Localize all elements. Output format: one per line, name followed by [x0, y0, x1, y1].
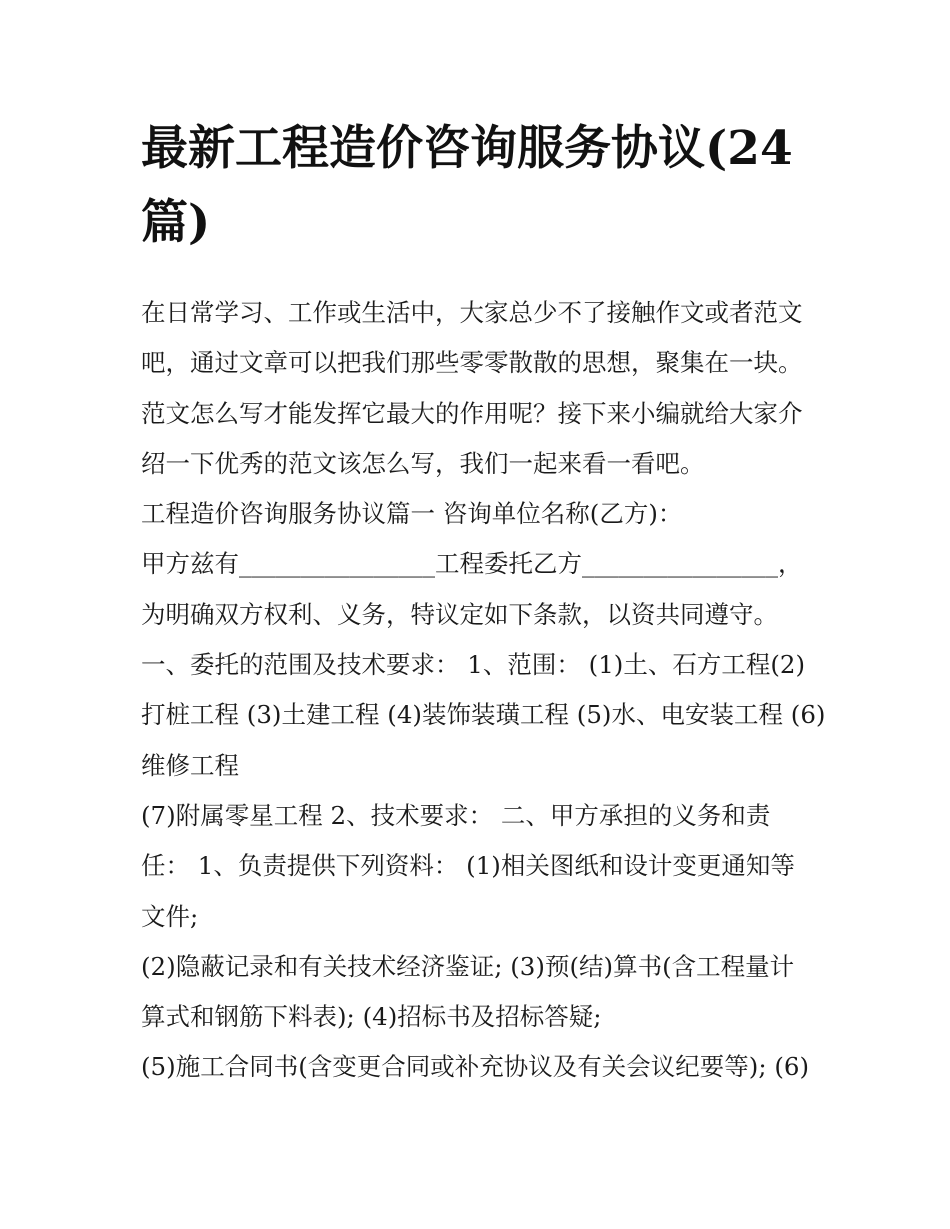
body-line: 一、委托的范围及技术要求： 1、范围： (1)土、石方工程(2) [141, 650, 806, 680]
body-line: 打桩工程 (3)土建工程 (4)装饰装璜工程 (5)水、电安装工程 (6) [141, 700, 826, 730]
document-body [141, 288, 826, 1093]
document-page [141, 112, 826, 1093]
body-line: 范文怎么写才能发挥它最大的作用呢？接下来小编就给大家介 [141, 398, 803, 428]
body-line: 工程造价咨询服务协议篇一 咨询单位名称(乙方)： [141, 499, 683, 529]
body-line: 算式和钢筋下料表); (4)招标书及招标答疑; [141, 1002, 602, 1032]
body-line: (2)隐蔽记录和有关技术经济鉴证; (3)预(结)算书(含工程量计 [141, 951, 795, 981]
body-line: 维修工程 [141, 750, 239, 780]
title-line-2: 篇) [141, 195, 211, 250]
body-line: (5)施工合同书(含变更合同或补充协议及有关会议纪要等); (6) [141, 1052, 810, 1082]
body-line: 甲方兹有________________工程委托乙方________________， [141, 549, 803, 579]
body-line: 绍一下优秀的范文该怎么写，我们一起来看一看吧。 [141, 448, 705, 478]
body-line: (7)附属零星工程 2、技术要求： 二、甲方承担的义务和责 [141, 800, 771, 830]
body-line: 为明确双方权利、义务，特议定如下条款，以资共同遵守。 [141, 599, 778, 629]
body-line: 吧，通过文章可以把我们那些零零散散的思想，聚集在一块。 [141, 348, 803, 378]
body-line: 文件; [141, 901, 199, 931]
body-line: 任： 1、负责提供下列资料： (1)相关图纸和设计变更通知等 [141, 851, 795, 881]
title-line-1: 最新工程造价咨询服务协议(24 [141, 121, 793, 176]
body-line: 在日常学习、工作或生活中，大家总少不了接触作文或者范文 [141, 298, 803, 327]
document-title [141, 112, 813, 260]
